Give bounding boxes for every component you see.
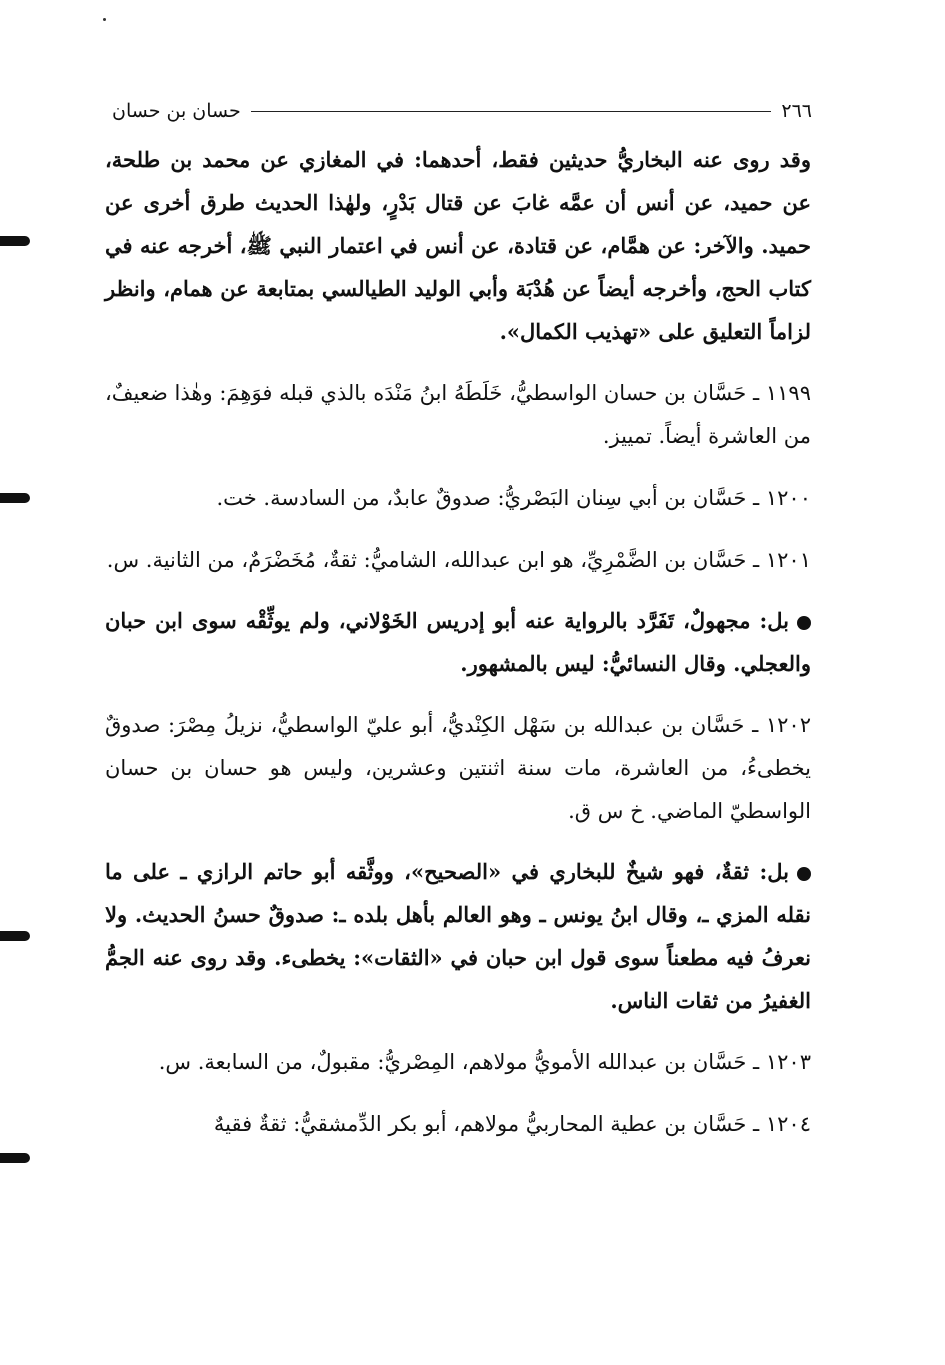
entry-text: ١١٩٩ ـ حَسَّان بن حسان الواسطيُّ، خَلَطَهُ ابنُ مَنْدَه بالذي قبله فوَهِمَ: وهٰذا ضعيفٌ، من العاشرة أيضاً. تمييز. (105, 381, 811, 448)
note-text: بل: ثقةٌ، فهو شيخٌ للبخاري في «الصحيح»، ووثَّقه أبو حاتم الرازي ـ على ما نقله المزي ـ، وقال ابنُ يونس ـ وهو العالم بأهل بلده ـ: صدوقٌ حسنُ الحديث. ولا نعرفُ فيه مطعناً سوى قول ابن حبان في «الثقات»: يخطىء. وقد روى عنه الجمُّ الغفيرُ من ثقات الناس. (105, 859, 811, 1013)
margin-marker (0, 236, 30, 246)
entry-1201 (105, 537, 811, 582)
note-text: بل: مجهولٌ، تَفَرَّد بالرواية عنه أبو إدريس الخَوْلاني، ولم يوثِّقْه سوى ابن حبان والعجلي. وقال النسائيُّ: ليس بالمشهور. (105, 608, 811, 676)
header-rule (251, 111, 772, 112)
page-body (105, 138, 811, 1163)
entry-text: ١٢٠١ ـ حَسَّان بن الضَّمْرِيِّ، هو ابن عبدالله، الشاميُّ: ثقةٌ، مُخَضْرَمٌ، من الثانية. س. (106, 548, 811, 572)
entry-text: ١٢٠٠ ـ حَسَّان بن أبي سِنان البَصْريُّ: صدوقٌ عابدٌ، من السادسة. خت. (216, 486, 811, 510)
intro-paragraph (105, 138, 811, 353)
margin-marker (0, 1153, 30, 1163)
entry-1203 (105, 1039, 811, 1084)
entry-text: ١٢٠٢ ـ حَسَّان بن عبدالله بن سَهْل الكِنْديُّ، أبو عليّ الواسطيُّ، نزيلُ مِصْرَ: صدوقٌ يخطىءُ، من العاشرة، مات سنة اثنتين وعشرين، وليس هو حسان بن حسان الواسطيّ الماضي. خ س ق. (105, 713, 811, 823)
paragraph-text: وقد روى عنه البخاريُّ حديثين فقط، أحدهما: في المغازي عن محمد بن طلحة، عن حميد، عن أنس أن عمَّه غابَ عن قتال بَدْرٍ، ولهٰذا الحديث طرق أخرى عن حميد. والآخر: عن همَّام، عن قتادة، عن أنس في اعتمار النبي ﷺ، أخرجه عنه في كتاب الحج، وأخرجه أيضاً عن هُدْبَة وأبي الوليد الطيالسي بمتابعة عن همام، وانظر لزاماً التعليق على «تهذيب الكمال». (105, 147, 811, 344)
page-number: ٢٦٦ (781, 100, 812, 122)
entry-1199 (105, 370, 811, 458)
entry-text: ١٢٠٤ ـ حَسَّان بن عطية المحاربيُّ مولاهم، أبو بكر الدِّمشقيُّ: ثقةٌ فقيهٌ (213, 1112, 811, 1136)
page-header (112, 96, 812, 126)
margin-marker (0, 931, 30, 941)
entry-1202 (105, 702, 811, 833)
editor-note (105, 850, 811, 1022)
bullet-icon (797, 867, 811, 881)
running-title: حسان بن حسان (112, 100, 241, 122)
margin-marker (0, 493, 30, 503)
speck-mark (103, 18, 106, 21)
entry-1200 (105, 475, 811, 520)
editor-note (105, 599, 811, 685)
bullet-icon (797, 616, 811, 630)
entry-text: ١٢٠٣ ـ حَسَّان بن عبدالله الأمويُّ مولاهم، المِصْريُّ: مقبولٌ، من السابعة. س. (158, 1050, 811, 1074)
entry-1204 (105, 1101, 811, 1146)
